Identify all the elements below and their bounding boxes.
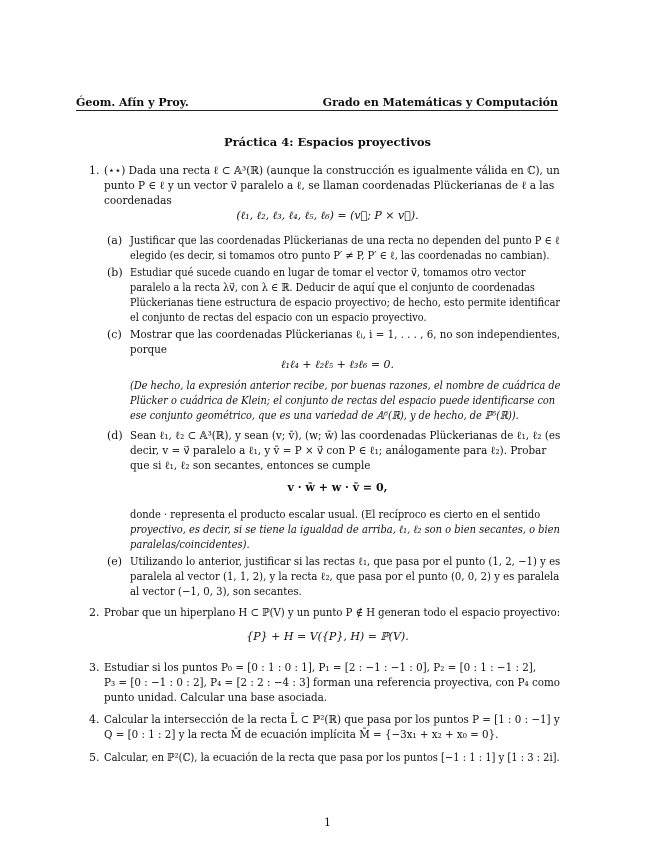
problem-5-number: 5. <box>89 751 100 764</box>
problem-2-text <box>104 605 560 620</box>
text-line: Calcular la intersección de la recta L̄ ⊂ ℙ²(ℝ) que pasa por los puntos P = [1 : 0 : −1] y <box>104 713 560 726</box>
text-line: paralela al vector (1, 1, 2), y la recta ℓ₂, que pasa por el punto (0, 0, 2) y es paralela <box>130 570 560 583</box>
header-degree: Grado en Matemáticas y Computación <box>322 96 558 109</box>
problem-4-number: 4. <box>89 713 100 726</box>
text-line: coordenadas <box>104 194 172 207</box>
pluecker-coordinates-equation: (ℓ₁, ℓ₂, ℓ₃, ℓ₄, ℓ₅, ℓ₆) = (v⃗; P × v⃗). <box>236 209 419 222</box>
text-line: (De hecho, la expresión anterior recibe, por buenas razones, el nombre de cuádrica de <box>130 379 561 392</box>
item-c-label: (c) <box>107 328 122 341</box>
secant-condition-equation: v · w̄ + w · v̄ = 0, <box>287 481 388 494</box>
text-line: donde · representa el producto escalar usual. (El recíproco es cierto en el sentido <box>130 508 541 521</box>
item-c-text <box>130 327 560 357</box>
text-line: Sean ℓ₁, ℓ₂ ⊂ 𝔸³(ℝ), y sean (v; v̄), (w; w̄) las coordenadas Plückerianas de ℓ₁, ℓ₂ (es <box>130 429 561 442</box>
text-line: P₃ = [0 : −1 : 0 : 2], P₄ = [2 : 2 : −4 : 3] forman una referencia proyectiva, con P₄ como <box>104 676 561 689</box>
item-d-text <box>130 428 560 473</box>
text-line: elegido (es decir, si tomamos otro punto P′ ≠ P, P′ ∈ ℓ, las coordenadas no cambian). <box>130 249 550 262</box>
item-a-text <box>130 233 560 263</box>
text-line: Justificar que las coordenadas Plückerianas de una recta no dependen del punto P ∈ ℓ <box>130 234 560 247</box>
text-line: punto unidad. Calcular una base asociada. <box>104 691 328 704</box>
hyperplane-span-equation: {P} + H = V({P}, H) = ℙ(V). <box>246 630 409 643</box>
text-line: proyectivo, es decir, si se tiene la igualdad de arriba, ℓ₁, ℓ₂ son o bien secantes, o bien <box>130 523 560 536</box>
text-line: punto P ∈ ℓ y un vector v⃗ paralelo a ℓ, se llaman coordenadas Plückerianas de ℓ a las <box>104 179 555 192</box>
text-line: que si ℓ₁, ℓ₂ son secantes, entonces se cumple <box>130 459 371 472</box>
problem-3-text <box>104 660 560 705</box>
item-d-label: (d) <box>107 429 123 442</box>
text-line: el conjunto de rectas del espacio con un espacio proyectivo. <box>130 311 427 324</box>
item-b-text <box>130 265 560 325</box>
page-title: Práctica 4: Espacios proyectivos <box>223 135 432 149</box>
text-line: Estudiar si los puntos P₀ = [0 : 1 : 0 : 1], P₁ = [2 : −1 : −1 : 0], P₂ = [0 : 1 : −1 : 2], <box>104 661 537 674</box>
problem-3-number: 3. <box>89 661 100 674</box>
running-header <box>76 96 558 111</box>
item-a-label: (a) <box>107 234 123 247</box>
problem-1-text <box>104 163 560 208</box>
text-line: ese conjunto geométrico, que es una variedad de 𝔸⁶(ℝ), y de hecho, de ℙ⁵(ℝ)). <box>130 409 519 422</box>
item-c-note <box>130 378 560 423</box>
header-course: Ǵeom. Afín y Proy. <box>76 96 189 109</box>
text-line: Probar que un hiperplano H ⊂ ℙ(V) y un punto P ∉ H generan todo el espacio proyectivo: <box>104 606 561 619</box>
text-line: paralelas/coincidentes). <box>130 538 250 551</box>
text-line: al vector (−1, 0, 3), son secantes. <box>130 585 302 598</box>
problem-1-number: 1. <box>89 164 100 177</box>
text-line: Q = [0 : 1 : 2] y la recta M̄ de ecuación implícita M̄ = {−3x₁ + x₂ + x₀ = 0}. <box>104 728 499 741</box>
text-line: Plückerianas tiene estructura de espacio proyectivo; de hecho, esto permite identificar <box>130 296 561 309</box>
item-d-after <box>130 507 560 552</box>
problem-2-number: 2. <box>89 606 100 619</box>
text-line: paralelo a la recta λv⃗, con λ ∈ ℝ. Deducir de aquí que el conjunto de coordenadas <box>130 281 535 294</box>
text-line: (⋆⋆) Dada una recta ℓ ⊂ 𝔸³(ℝ) (aunque la construcción es igualmente válida en ℂ), un <box>104 164 560 177</box>
pluecker-quadric-equation: ℓ₁ℓ₄ + ℓ₂ℓ₅ + ℓ₃ℓ₆ = 0. <box>280 358 395 371</box>
text-line: Utilizando lo anterior, justificar si las rectas ℓ₁, que pasa por el punto (1, 2, −1) y es <box>130 555 561 568</box>
item-b-label: (b) <box>107 266 123 279</box>
text-line: Plücker o cuádrica de Klein; el conjunto de rectas del espacio puede identificarse con <box>130 394 556 407</box>
text-line: decir, v = v⃗ paralelo a ℓ₁, y v̄ = P × v⃗ con P ∈ ℓ₁; análogamente para ℓ₂). Probar <box>130 444 547 457</box>
text-line: Mostrar que las coordenadas Plückerianas ℓᵢ, i = 1, . . . , 6, no son independientes, <box>130 328 561 341</box>
text-line: Calcular, en ℙ²(ℂ), la ecuación de la recta que pasa por los puntos [−1 : 1 : 1] y [1 : 3 : 2i]. <box>104 751 560 764</box>
page-number: 1 <box>324 816 331 829</box>
item-e-label: (e) <box>107 555 123 568</box>
item-e-text <box>130 554 560 599</box>
problem-5-text <box>104 750 560 765</box>
text-line: porque <box>130 343 167 356</box>
text-line: Estudiar qué sucede cuando en lugar de tomar el vector v⃗, tomamos otro vector <box>130 266 526 279</box>
problem-4-text <box>104 712 560 742</box>
